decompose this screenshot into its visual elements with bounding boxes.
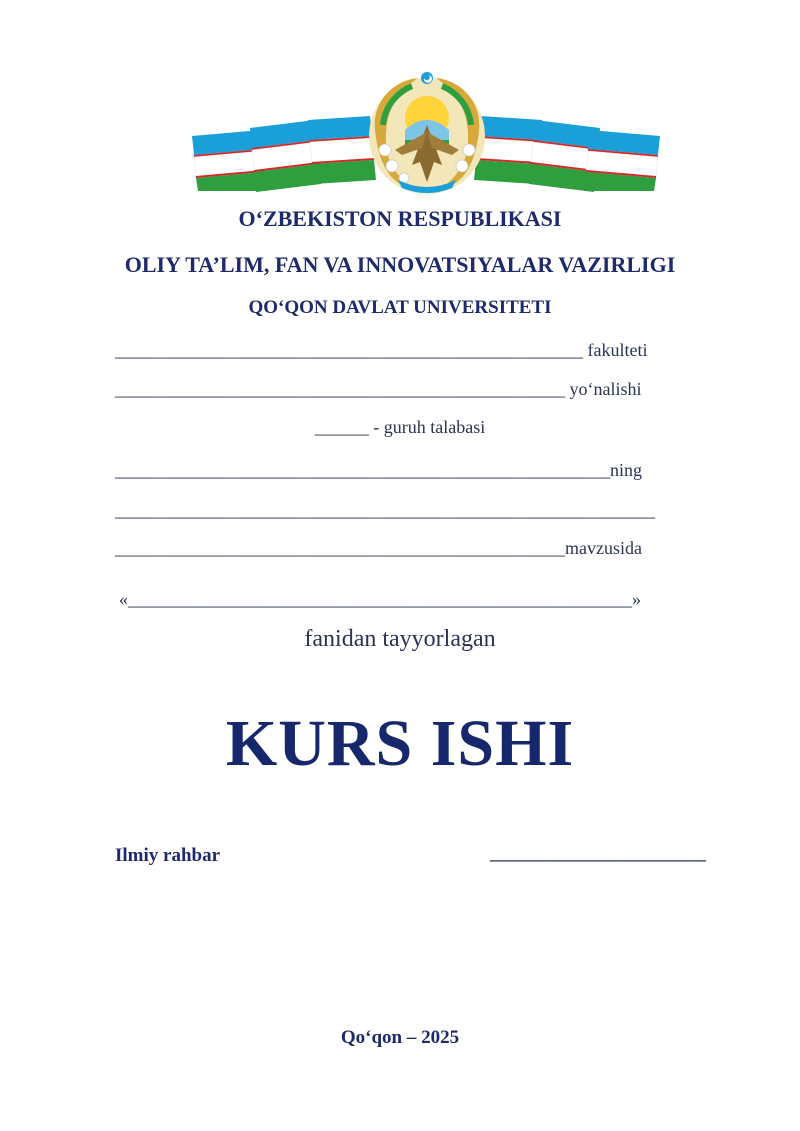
ministry-title: OLIY TA’LIM, FAN VA INNOVATSIYALAR VAZIRLIGI xyxy=(124,252,676,277)
prepared-caption: fanidan tayyorlagan xyxy=(304,626,496,652)
student-name-continuation-field[interactable]: ____________________________________________________________ xyxy=(115,500,655,520)
republic-title: O‘ZBEKISTON RESPUBLIKASI xyxy=(238,206,562,231)
student-name-field[interactable]: _______________________________________________________ning xyxy=(115,460,643,480)
flag-ribbon-right xyxy=(474,116,660,192)
document-title: KURS ISHI xyxy=(225,707,575,780)
faculty-field[interactable]: ____________________________________________________ fakulteti xyxy=(115,340,648,360)
state-emblem-banner xyxy=(190,70,665,195)
subject-field[interactable]: «________________________________________________________» xyxy=(119,589,641,609)
topic-field[interactable]: __________________________________________________mavzusida xyxy=(115,538,642,558)
city-year-footer: Qo‘qon – 2025 xyxy=(340,1027,460,1048)
direction-field[interactable]: __________________________________________________ yo‘nalishi xyxy=(115,379,642,399)
emblem-roundel xyxy=(369,72,485,194)
supervisor-label: Ilmiy rahbar xyxy=(115,845,221,866)
flag-ribbon-left xyxy=(192,116,376,192)
supervisor-signature-field[interactable]: ________________________ xyxy=(490,843,706,863)
uzbekistan-state-emblem-icon xyxy=(190,70,665,195)
group-field[interactable]: ______ - guruh talabasi xyxy=(314,417,486,437)
university-title: QO‘QON DAVLAT UNIVERSITETI xyxy=(248,297,552,318)
